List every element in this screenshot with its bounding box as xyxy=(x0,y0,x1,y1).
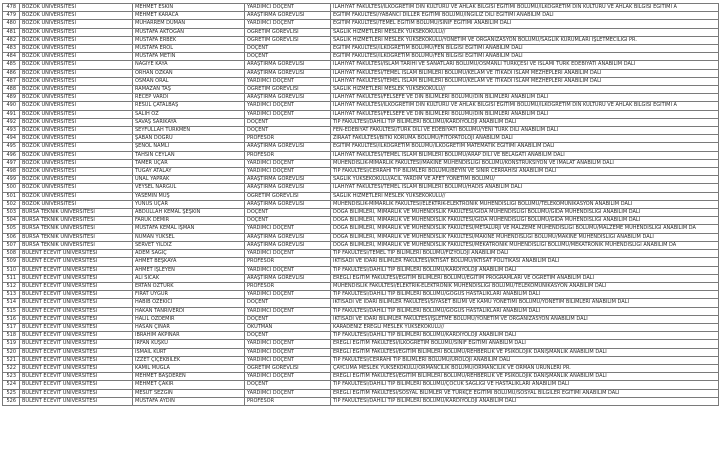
person-name-cell: İZZET ÇİÇEKBİLEK xyxy=(133,356,245,364)
university-cell: BOZOK ÜNİVERSİTESİ xyxy=(20,151,133,159)
university-cell: BOZOK ÜNİVERSİTESİ xyxy=(20,118,133,126)
person-name-cell: VEYSEL NARGÜL xyxy=(133,184,245,192)
row-number-cell: 489 xyxy=(3,94,20,102)
university-cell: BÜLENT ECEVİT ÜNİVERSİTESİ xyxy=(20,307,133,315)
title-cell: ÖĞRETİM GÖREVLİSİ xyxy=(245,86,331,94)
unit-cell: FEN-EDEBİYAT FAKÜLTESİ/TÜRK DİLİ VE EDEBİYATI BÖLÜMÜ/YENİ TÜRK DİLİ ANABİLİM DALI xyxy=(331,127,719,135)
table-row xyxy=(3,233,719,241)
person-name-cell: SAVAŞ SARIKAYA xyxy=(133,118,245,126)
person-name-cell: ŞENOL NAMLI xyxy=(133,143,245,151)
title-cell: YARDIMCI DOÇENT xyxy=(245,389,331,397)
university-cell: BOZOK ÜNİVERSİTESİ xyxy=(20,127,133,135)
title-cell: YARDIMCI DOÇENT xyxy=(245,250,331,258)
title-cell: ÖĞRETİM GÖREVLİSİ xyxy=(245,36,331,44)
person-name-cell: İRFAN KUŞKU xyxy=(133,340,245,348)
unit-cell: MÜHENDİSLİK-MİMARLIK FAKÜLTESİ/ELEKTRİK-ELEKTRONİK MÜHENDİSLİĞİ BÖLÜMÜ/TELEKOMÜNİKASYON ANABİLİM DALI xyxy=(331,200,719,208)
row-number-cell: 485 xyxy=(3,61,20,69)
row-number-cell: 479 xyxy=(3,12,20,20)
unit-cell: EREĞLİ EĞİTİM FAKÜLTESİ/EĞİTİM BİLİMLERİ BÖLÜMÜ/REHBERLİK VE PSİKOLOJİK DANIŞMANLIK ANABİLİM DALI xyxy=(331,373,719,381)
title-cell: DOÇENT xyxy=(245,217,331,225)
title-cell: ARAŞTIRMA GÖREVLİSİ xyxy=(245,143,331,151)
row-number-cell: 482 xyxy=(3,36,20,44)
person-name-cell: YASEMİN MUŞ xyxy=(133,192,245,200)
table-row xyxy=(3,364,719,372)
table-row xyxy=(3,94,719,102)
university-cell: BOZOK ÜNİVERSİTESİ xyxy=(20,69,133,77)
unit-cell: TIP FAKÜLTESİ/DAHİLİ TIP BİLİMLERİ BÖLÜMÜ/KARDİYOLOJİ ANABİLİM DALI xyxy=(331,118,719,126)
table-row xyxy=(3,389,719,397)
person-name-cell: KAMİL MUĞLA xyxy=(133,364,245,372)
table-row xyxy=(3,86,719,94)
person-name-cell: FARUK DEMİR xyxy=(133,217,245,225)
table-row xyxy=(3,274,719,282)
university-cell: BURSA TEKNİK ÜNİVERSİTESİ xyxy=(20,241,133,249)
table-row xyxy=(3,225,719,233)
table-row xyxy=(3,28,719,36)
unit-cell: MÜHENDİSLİK FAKÜLTESİ/ELEKTRİK-ELEKTRONİK MÜHENDİSLİĞİ BÖLÜMÜ/TELEKOMÜNİKASYON ANABİLİM DALI xyxy=(331,282,719,290)
unit-cell: EREĞLİ EĞİTİM FAKÜLTESİ/EĞİTİM BİLİMLERİ BÖLÜMÜ/REHBERLİK VE PSİKOLOJİK DANIŞMANLIK ANABİLİM DALI xyxy=(331,348,719,356)
university-cell: BÜLENT ECEVİT ÜNİVERSİTESİ xyxy=(20,364,133,372)
unit-cell: DOĞA BİLİMLERİ, MİMARLIK VE MÜHENDİSLİK FAKÜLTESİ/METALURJİ VE MALZEME MÜHENDİSLİĞİ BÖLÜMÜ/MALZEME MÜHENDİSLİĞİ ANABİLİM DA xyxy=(331,225,719,233)
unit-cell: DOĞA BİLİMLERİ, MİMARLIK VE MÜHENDİSLİK FAKÜLTESİ/MAKİNE MÜHENDİSLİĞİ BÖLÜMÜ/MAKİNE MÜHENDİSLİĞİ ANABİLİM DALI xyxy=(331,233,719,241)
title-cell: PROFESÖR xyxy=(245,135,331,143)
university-cell: BURSA TEKNİK ÜNİVERSİTESİ xyxy=(20,225,133,233)
unit-cell: SAĞLIK HİZMETLERİ MESLEK YÜKSEKOKULU/YÖNETİM VE ORGANİZASYON BÖLÜMÜ/SAĞLIK KURUMLARI İŞLETMECİLİĞİ PR. xyxy=(331,36,719,44)
university-cell: BOZOK ÜNİVERSİTESİ xyxy=(20,176,133,184)
unit-cell: EREĞLİ EĞİTİM FAKÜLTESİ/SOSYAL BİLİMLER VE TÜRKÇE EĞİTİMİ BÖLÜMÜ/SOSYAL BİLGİLER EĞİTİMİ ANABİLİM DALI xyxy=(331,389,719,397)
person-name-cell: ERTAN ÖZTÜRK xyxy=(133,282,245,290)
table-row xyxy=(3,291,719,299)
person-name-cell: MUSTAFA AYDIN xyxy=(133,397,245,405)
person-name-cell: SEYFULLAH TÜRKMEN xyxy=(133,127,245,135)
university-cell: BOZOK ÜNİVERSİTESİ xyxy=(20,94,133,102)
person-name-cell: ADEM SAĞIÇ xyxy=(133,250,245,258)
title-cell: DOÇENT xyxy=(245,53,331,61)
title-cell: ARAŞTIRMA GÖREVLİSİ xyxy=(245,94,331,102)
table-row xyxy=(3,348,719,356)
table-row xyxy=(3,53,719,61)
title-cell: DOÇENT xyxy=(245,127,331,135)
table-row xyxy=(3,397,719,405)
title-cell: PROFESÖR xyxy=(245,151,331,159)
row-number-cell: 524 xyxy=(3,381,20,389)
row-number-cell: 480 xyxy=(3,20,20,28)
title-cell: YARDIMCI DOÇENT xyxy=(245,291,331,299)
title-cell: ÖĞRETİM GÖREVLİSİ xyxy=(245,364,331,372)
row-number-cell: 490 xyxy=(3,102,20,110)
university-cell: BÜLENT ECEVİT ÜNİVERSİTESİ xyxy=(20,397,133,405)
title-cell: YARDIMCI DOÇENT xyxy=(245,168,331,176)
title-cell: ARAŞTIRMA GÖREVLİSİ xyxy=(245,61,331,69)
unit-cell: EĞİTİM FAKÜLTESİ/TEMEL EĞİTİM BÖLÜMÜ/SINIF EĞİTİMİ ANABİLİM DALI xyxy=(331,20,719,28)
person-name-cell: MUHARREM DUMAN xyxy=(133,20,245,28)
unit-cell: KARADENİZ EREĞLİ MESLEK YÜKSEKOKULU// xyxy=(331,323,719,331)
table-row xyxy=(3,159,719,167)
title-cell: DOÇENT xyxy=(245,209,331,217)
row-number-cell: 484 xyxy=(3,53,20,61)
unit-cell: İLAHİYAT FAKÜLTESİ/FELSEFE VE DİN BİLİMLERİ BÖLÜMÜ/DİN BİLİMLERİ ANABİLİM DALI xyxy=(331,94,719,102)
table-row xyxy=(3,241,719,249)
person-name-cell: TUĞAY ATALAY xyxy=(133,168,245,176)
row-number-cell: 509 xyxy=(3,258,20,266)
table-row xyxy=(3,250,719,258)
row-number-cell: 523 xyxy=(3,373,20,381)
person-name-cell: MUSTAFA EROL xyxy=(133,45,245,53)
university-cell: BÜLENT ECEVİT ÜNİVERSİTESİ xyxy=(20,274,133,282)
table-row xyxy=(3,135,719,143)
university-cell: BURSA TEKNİK ÜNİVERSİTESİ xyxy=(20,209,133,217)
person-name-cell: AHMET BEŞKAYA xyxy=(133,258,245,266)
person-name-cell: TAMER UÇAR xyxy=(133,159,245,167)
person-name-cell: ORHAN ÖZKAN xyxy=(133,69,245,77)
person-name-cell: İBRAHİM AKPINAR xyxy=(133,332,245,340)
row-number-cell: 497 xyxy=(3,159,20,167)
row-number-cell: 500 xyxy=(3,184,20,192)
row-number-cell: 493 xyxy=(3,127,20,135)
row-number-cell: 506 xyxy=(3,233,20,241)
unit-cell: ÇAYCUMA MESLEK YÜKSEKOKULU/ORMANCILIK BÖLÜMÜ/ORMANCILIK VE ORMAN ÜRÜNLERİ PR. xyxy=(331,364,719,372)
row-number-cell: 496 xyxy=(3,151,20,159)
unit-cell: EREĞLİ EĞİTİM FAKÜLTESİ/EĞİTİM BİLİMLERİ BÖLÜMÜ/EĞİTİM PROGRAMLARI VE ÖĞRETİM ANABİLİM DALI xyxy=(331,274,719,282)
person-name-cell: MEHMET BAŞDEREN xyxy=(133,373,245,381)
unit-cell: MÜHENDİSLİK-MİMARLIK FAKÜLTESİ/MAKİNE MÜHENDİSLİĞİ BÖLÜMÜ/KONSTRÜKSİYON VE İMALAT ANABİLİM DALI xyxy=(331,159,719,167)
row-number-cell: 515 xyxy=(3,307,20,315)
table-row xyxy=(3,184,719,192)
table-row xyxy=(3,102,719,110)
unit-cell: SAĞLIK HİZMETLERİ MESLEK YÜKSEKOKULU// xyxy=(331,86,719,94)
row-number-cell: 505 xyxy=(3,225,20,233)
table-row xyxy=(3,307,719,315)
row-number-cell: 514 xyxy=(3,299,20,307)
person-name-cell: SALİH ÖZ xyxy=(133,110,245,118)
university-cell: BÜLENT ECEVİT ÜNİVERSİTESİ xyxy=(20,356,133,364)
university-cell: BOZOK ÜNİVERSİTESİ xyxy=(20,86,133,94)
university-cell: BÜLENT ECEVİT ÜNİVERSİTESİ xyxy=(20,258,133,266)
table-row xyxy=(3,110,719,118)
university-cell: BOZOK ÜNİVERSİTESİ xyxy=(20,4,133,12)
title-cell: ARAŞTIRMA GÖREVLİSİ xyxy=(245,233,331,241)
unit-cell: EĞİTİM FAKÜLTESİ/YABANCI DİLLER EĞİTİMİ BÖLÜMÜ/İNGİLİZ DİLİ EĞİTİMİ ANABİLİM DALI xyxy=(331,12,719,20)
title-cell: YARDIMCI DOÇENT xyxy=(245,373,331,381)
person-name-cell: ABDULLAH KEMAL ŞEŞKİN xyxy=(133,209,245,217)
row-number-cell: 503 xyxy=(3,209,20,217)
row-number-cell: 478 xyxy=(3,4,20,12)
unit-cell: İLAHİYAT FAKÜLTESİ/TEMEL İSLAM BİLİMLERİ BÖLÜMÜ/KELAM VE İTİKADİ İSLAM MEZHEPLERİ ANABİLİM DALI xyxy=(331,77,719,85)
unit-cell: TIP FAKÜLTESİ/DAHİLİ TIP BİLİMLERİ BÖLÜMÜ/KARDİYOLOJİ ANABİLİM DALI xyxy=(331,332,719,340)
university-cell: BOZOK ÜNİVERSİTESİ xyxy=(20,200,133,208)
person-name-cell: RECEP VARDI xyxy=(133,94,245,102)
row-number-cell: 522 xyxy=(3,364,20,372)
unit-cell: İLAHİYAT FAKÜLTESİ/İLKÖĞRETİM DİN KÜLTÜRÜ VE AHLAK BİLGİSİ EĞİTİMİ BÖLÜMÜ/İLKÖĞRETİM DİN KÜLTÜRÜ VE AHLAK BİLGİSİ EĞİTİMİ A xyxy=(331,102,719,110)
table-row xyxy=(3,118,719,126)
unit-cell: EREĞLİ EĞİTİM FAKÜLTESİ/İLKÖĞRETİM BÖLÜMÜ/SINIF EĞİTİMİ ANABİLİM DALI xyxy=(331,340,719,348)
unit-cell: ZİRAAT FAKÜLTESİ/BİTKİ KORUMA BÖLÜMÜ/FİTOPATOLOJİ ANABİLİM DALI xyxy=(331,135,719,143)
person-name-cell: YUNUS UÇAR xyxy=(133,200,245,208)
person-name-cell: RAMAZAN TAŞ xyxy=(133,86,245,94)
table-row xyxy=(3,77,719,85)
university-cell: BÜLENT ECEVİT ÜNİVERSİTESİ xyxy=(20,348,133,356)
university-cell: BÜLENT ECEVİT ÜNİVERSİTESİ xyxy=(20,340,133,348)
title-cell: DOÇENT xyxy=(245,315,331,323)
row-number-cell: 507 xyxy=(3,241,20,249)
row-number-cell: 495 xyxy=(3,143,20,151)
table-row xyxy=(3,217,719,225)
title-cell: DOÇENT xyxy=(245,118,331,126)
title-cell: YARDIMCI DOÇENT xyxy=(245,77,331,85)
table-row xyxy=(3,332,719,340)
title-cell: DOÇENT xyxy=(245,45,331,53)
row-number-cell: 520 xyxy=(3,348,20,356)
unit-cell: İKTİSADİ VE İDARİ BİLİMLER FAKÜLTESİ/SİYASET BİLİMİ VE KAMU YÖNETİMİ BÖLÜMÜ/YÖNETİM BİLİMLERİ ANABİLİM DALI xyxy=(331,299,719,307)
university-cell: BOZOK ÜNİVERSİTESİ xyxy=(20,12,133,20)
table-row xyxy=(3,381,719,389)
unit-cell: SAĞLIK HİZMETLERİ MESLEK YÜKSEKOKULU// xyxy=(331,28,719,36)
table-row xyxy=(3,36,719,44)
title-cell: ARAŞTIRMA GÖREVLİSİ xyxy=(245,241,331,249)
row-number-cell: 526 xyxy=(3,397,20,405)
row-number-cell: 517 xyxy=(3,323,20,331)
person-name-cell: RESUL ÇATALBAŞ xyxy=(133,102,245,110)
person-name-cell: HASAN ÇINAR xyxy=(133,323,245,331)
table-row xyxy=(3,127,719,135)
row-number-cell: 488 xyxy=(3,86,20,94)
university-cell: BOZOK ÜNİVERSİTESİ xyxy=(20,28,133,36)
unit-cell: TIP FAKÜLTESİ/DAHİLİ TIP BİLİMLERİ BÖLÜMÜ/KARDİYOLOJİ ANABİLİM DALI xyxy=(331,266,719,274)
person-name-cell: ÜNAL YAPRAK xyxy=(133,176,245,184)
unit-cell: TIP FAKÜLTESİ/DAHİLİ TIP BİLİMLERİ BÖLÜMÜ/GÖĞÜS HASTALIKLARI ANABİLİM DALI xyxy=(331,291,719,299)
row-number-cell: 511 xyxy=(3,274,20,282)
row-number-cell: 487 xyxy=(3,77,20,85)
title-cell: YARDIMCI DOÇENT xyxy=(245,340,331,348)
unit-cell: İLAHİYAT FAKÜLTESİ/TEMEL İSLAM BİLİMLERİ BÖLÜMÜ/KELAM VE İTİKADİ İSLAM MEZHEPLERİ ANABİLİM DALI xyxy=(331,69,719,77)
title-cell: DOÇENT xyxy=(245,332,331,340)
table-row xyxy=(3,61,719,69)
person-name-cell: ALİ SICAK xyxy=(133,274,245,282)
row-number-cell: 518 xyxy=(3,332,20,340)
university-cell: BOZOK ÜNİVERSİTESİ xyxy=(20,36,133,44)
title-cell: YARDIMCI DOÇENT xyxy=(245,307,331,315)
unit-cell: TIP FAKÜLTESİ/DAHİLİ TIP BİLİMLERİ BÖLÜMÜ/GÖĞÜS HASTALIKLARI ANABİLİM DALI xyxy=(331,307,719,315)
row-number-cell: 501 xyxy=(3,192,20,200)
row-number-cell: 525 xyxy=(3,389,20,397)
table-body xyxy=(3,4,719,406)
title-cell: YARDIMCI DOÇENT xyxy=(245,4,331,12)
unit-cell: İLAHİYAT FAKÜLTESİ/FELSEFE VE DİN BİLİMLERİ BÖLÜMÜ/DİN BİLİMLERİ ANABİLİM DALI xyxy=(331,110,719,118)
table-row xyxy=(3,151,719,159)
title-cell: OKUTMAN xyxy=(245,323,331,331)
unit-cell: EĞİTİM FAKÜLTESİ/İLKÖĞRETİM BÖLÜMÜ/FEN BİLGİSİ EĞİTİMİ ANABİLİM DALI xyxy=(331,45,719,53)
person-name-cell: MUSTAFA ERBEK xyxy=(133,36,245,44)
unit-cell: İLAHİYAT FAKÜLTESİ/TEMEL İSLAM BİLİMLERİ BÖLÜMÜ/HADİS ANABİLİM DALI xyxy=(331,184,719,192)
unit-cell: İLAHİYAT FAKÜLTESİ/İLKÖĞRETİM DİN KÜLTÜRÜ VE AHLAK BİLGİSİ EĞİTİMİ BÖLÜMÜ/İLKÖĞRETİM DİN KÜLTÜRÜ VE AHLAK BİLGİSİ EĞİTİMİ A xyxy=(331,4,719,12)
unit-cell: EĞİTİM FAKÜLTESİ/İLKÖĞRETİM BÖLÜMÜ/FEN BİLGİSİ EĞİTİMİ ANABİLİM DALI xyxy=(331,53,719,61)
person-name-cell: MEHMET ÇAKIR xyxy=(133,381,245,389)
person-name-cell: TAHSİN CEYLAN xyxy=(133,151,245,159)
unit-cell: İKTİSADİ VE İDARİ BİLİMLER FAKÜLTESİ/İKTİSAT BÖLÜMÜ/İKTİSAT POLİTİKASI ANABİLİM DALI xyxy=(331,258,719,266)
title-cell: ARAŞTIRMA GÖREVLİSİ xyxy=(245,69,331,77)
title-cell: PROFESÖR xyxy=(245,258,331,266)
university-cell: BOZOK ÜNİVERSİTESİ xyxy=(20,102,133,110)
person-name-cell: FIRAT UYGUR xyxy=(133,291,245,299)
unit-cell: SAĞLIK HİZMETLERİ MESLEK YÜKSEKOKULU// xyxy=(331,192,719,200)
unit-cell: TIP FAKÜLTESİ/CERRAHİ TIP BİLİMLERİ BÖLÜMÜ/ÜROLOJİ ANABİLİM DALI xyxy=(331,356,719,364)
person-name-cell: OSMAN ORAL xyxy=(133,77,245,85)
title-cell: YARDIMCI DOÇENT xyxy=(245,102,331,110)
university-cell: BÜLENT ECEVİT ÜNİVERSİTESİ xyxy=(20,250,133,258)
person-name-cell: MESUT SEZGİN xyxy=(133,389,245,397)
title-cell: DOÇENT xyxy=(245,381,331,389)
table-row xyxy=(3,299,719,307)
row-number-cell: 498 xyxy=(3,168,20,176)
university-cell: BÜLENT ECEVİT ÜNİVERSİTESİ xyxy=(20,373,133,381)
title-cell: PROFESÖR xyxy=(245,397,331,405)
unit-cell: TIP FAKÜLTESİ/DAHİLİ TIP BİLİMLERİ BÖLÜMÜ/KARDİYOLOJİ ANABİLİM DALI xyxy=(331,397,719,405)
university-cell: BOZOK ÜNİVERSİTESİ xyxy=(20,159,133,167)
unit-cell: TIP FAKÜLTESİ/DAHİLİ TIP BİLİMLERİ BÖLÜMÜ/ÇOCUK SAĞLIĞI VE HASTALIKLARI ANABİLİM DALI xyxy=(331,381,719,389)
unit-cell: SAĞLIK YÜKSEKOKULU/ACİL YARDIM VE AFET YÖNETİMİ BÖLÜMÜ/ xyxy=(331,176,719,184)
university-cell: BURSA TEKNİK ÜNİVERSİTESİ xyxy=(20,233,133,241)
university-cell: BÜLENT ECEVİT ÜNİVERSİTESİ xyxy=(20,389,133,397)
person-name-cell: ŞABAN DOĞRU xyxy=(133,135,245,143)
university-cell: BÜLENT ECEVİT ÜNİVERSİTESİ xyxy=(20,323,133,331)
university-cell: BÜLENT ECEVİT ÜNİVERSİTESİ xyxy=(20,332,133,340)
university-cell: BOZOK ÜNİVERSİTESİ xyxy=(20,53,133,61)
university-cell: BÜLENT ECEVİT ÜNİVERSİTESİ xyxy=(20,315,133,323)
unit-cell: EĞİTİM FAKÜLTESİ/İLKÖĞRETİM BÖLÜMÜ/İLKÖĞRETİM MATEMATİK EĞİTİMİ ANABİLİM DALI xyxy=(331,143,719,151)
university-cell: BOZOK ÜNİVERSİTESİ xyxy=(20,135,133,143)
title-cell: ÖĞRETİM GÖREVLİSİ xyxy=(245,28,331,36)
table-row xyxy=(3,69,719,77)
row-number-cell: 510 xyxy=(3,266,20,274)
person-name-cell: HAKAN TANRIVERDİ xyxy=(133,307,245,315)
row-number-cell: 492 xyxy=(3,118,20,126)
table-row xyxy=(3,323,719,331)
university-cell: BÜLENT ECEVİT ÜNİVERSİTESİ xyxy=(20,299,133,307)
title-cell: ARAŞTIRMA GÖREVLİSİ xyxy=(245,176,331,184)
unit-cell: İKTİSADİ VE İDARİ BİLİMLER FAKÜLTESİ/İŞLETME BÖLÜMÜ/YÖNETİM VE ORGANİZASYON ANABİLİM DALI xyxy=(331,315,719,323)
row-number-cell: 483 xyxy=(3,45,20,53)
person-name-cell: MUSTAFA KEMAL İŞMAN xyxy=(133,225,245,233)
table-row xyxy=(3,356,719,364)
table-row xyxy=(3,209,719,217)
row-number-cell: 512 xyxy=(3,282,20,290)
unit-cell: TIP FAKÜLTESİ/CERRAHİ TIP BİLİMLERİ BÖLÜMÜ/BEYİN VE SİNİR CERRAHİSİ ANABİLİM DALI xyxy=(331,168,719,176)
table-row xyxy=(3,20,719,28)
unit-cell: TIP FAKÜLTESİ/TEMEL TIP BİLİMLERİ BÖLÜMÜ/FİZYOLOJİ ANABİLİM DALI xyxy=(331,250,719,258)
university-cell: BOZOK ÜNİVERSİTESİ xyxy=(20,20,133,28)
person-name-cell: NUMAN YÜKSEL xyxy=(133,233,245,241)
university-cell: BÜLENT ECEVİT ÜNİVERSİTESİ xyxy=(20,381,133,389)
table-row xyxy=(3,176,719,184)
title-cell: YARDIMCI DOÇENT xyxy=(245,110,331,118)
person-name-cell: MUSTAFA METİN xyxy=(133,53,245,61)
person-name-cell: HALİL ÖZDEMİR xyxy=(133,315,245,323)
table-row xyxy=(3,168,719,176)
university-cell: BOZOK ÜNİVERSİTESİ xyxy=(20,184,133,192)
table-row xyxy=(3,143,719,151)
person-name-cell: MEHMET KARACA xyxy=(133,12,245,20)
unit-cell: DOĞA BİLİMLERİ, MİMARLIK VE MÜHENDİSLİK FAKÜLTESİ/MEKATRONİK MÜHENDİSLİĞİ BÖLÜMÜ/MEKATRONİK MÜHENDİSLİĞİ ANABİLİM DA xyxy=(331,241,719,249)
table-row xyxy=(3,4,719,12)
university-cell: BÜLENT ECEVİT ÜNİVERSİTESİ xyxy=(20,282,133,290)
person-name-cell: HABİB ÖZEKİCİ xyxy=(133,299,245,307)
title-cell: YARDIMCI DOÇENT xyxy=(245,225,331,233)
row-number-cell: 516 xyxy=(3,315,20,323)
title-cell: ARAŞTIRMA GÖREVLİSİ xyxy=(245,200,331,208)
table-row xyxy=(3,12,719,20)
title-cell: DOÇENT xyxy=(245,299,331,307)
university-cell: BOZOK ÜNİVERSİTESİ xyxy=(20,45,133,53)
university-cell: BOZOK ÜNİVERSİTESİ xyxy=(20,61,133,69)
person-name-cell: İSMAİL KURT xyxy=(133,348,245,356)
person-name-cell: SERVET YILDIZ xyxy=(133,241,245,249)
row-number-cell: 481 xyxy=(3,28,20,36)
row-number-cell: 494 xyxy=(3,135,20,143)
university-cell: BÜLENT ECEVİT ÜNİVERSİTESİ xyxy=(20,291,133,299)
title-cell: ARAŞTIRMA GÖREVLİSİ xyxy=(245,274,331,282)
title-cell: YARDIMCI DOÇENT xyxy=(245,266,331,274)
university-cell: BOZOK ÜNİVERSİTESİ xyxy=(20,192,133,200)
title-cell: YARDIMCI DOÇENT xyxy=(245,356,331,364)
unit-cell: DOĞA BİLİMLERİ, MİMARLIK VE MÜHENDİSLİK FAKÜLTESİ/GIDA MÜHENDİSLİĞİ BÖLÜMÜ/GIDA MÜHENDİSLİĞİ ANABİLİM DALI xyxy=(331,217,719,225)
row-number-cell: 519 xyxy=(3,340,20,348)
row-number-cell: 502 xyxy=(3,200,20,208)
row-number-cell: 491 xyxy=(3,110,20,118)
university-cell: BOZOK ÜNİVERSİTESİ xyxy=(20,143,133,151)
table-row xyxy=(3,340,719,348)
row-number-cell: 486 xyxy=(3,69,20,77)
title-cell: ARAŞTIRMA GÖREVLİSİ xyxy=(245,12,331,20)
table-row xyxy=(3,192,719,200)
person-name-cell: MUSTAFA AKTOĞAN xyxy=(133,28,245,36)
table-row xyxy=(3,282,719,290)
unit-cell: İLAHİYAT FAKÜLTESİ/TEMEL İSLAM BİLİMLERİ BÖLÜMÜ/ARAP DİLİ VE BELAGATI ANABİLİM DALI xyxy=(331,151,719,159)
row-number-cell: 508 xyxy=(3,250,20,258)
table-row xyxy=(3,266,719,274)
university-cell: BURSA TEKNİK ÜNİVERSİTESİ xyxy=(20,217,133,225)
university-cell: BOZOK ÜNİVERSİTESİ xyxy=(20,77,133,85)
person-name-cell: AHMET İŞLEYEN xyxy=(133,266,245,274)
row-number-cell: 504 xyxy=(3,217,20,225)
title-cell: PROFESÖR xyxy=(245,282,331,290)
university-cell: BÜLENT ECEVİT ÜNİVERSİTESİ xyxy=(20,266,133,274)
table-row xyxy=(3,258,719,266)
unit-cell: DOĞA BİLİMLERİ, MİMARLIK VE MÜHENDİSLİK FAKÜLTESİ/GIDA MÜHENDİSLİĞİ BÖLÜMÜ/GIDA MÜHENDİSLİĞİ ANABİLİM DALI xyxy=(331,209,719,217)
title-cell: YARDIMCI DOÇENT xyxy=(245,20,331,28)
university-cell: BOZOK ÜNİVERSİTESİ xyxy=(20,110,133,118)
title-cell: YARDIMCI DOÇENT xyxy=(245,348,331,356)
table-row xyxy=(3,200,719,208)
title-cell: ÖĞRETİM GÖREVLİSİ xyxy=(245,192,331,200)
title-cell: YARDIMCI DOÇENT xyxy=(245,159,331,167)
appointment-table xyxy=(2,3,719,406)
university-cell: BOZOK ÜNİVERSİTESİ xyxy=(20,168,133,176)
person-name-cell: NAGİYE KAYA xyxy=(133,61,245,69)
row-number-cell: 513 xyxy=(3,291,20,299)
table-row xyxy=(3,373,719,381)
title-cell: ARAŞTIRMA GÖREVLİSİ xyxy=(245,184,331,192)
person-name-cell: MEHMET ESKİN xyxy=(133,4,245,12)
row-number-cell: 499 xyxy=(3,176,20,184)
table-row xyxy=(3,315,719,323)
row-number-cell: 521 xyxy=(3,356,20,364)
table-row xyxy=(3,45,719,53)
unit-cell: İLAHİYAT FAKÜLTESİ/İSLAM TARİHİ VE SANATLARI BÖLÜMÜ/OSMANLI TÜRKÇESİ VE İSLAMİ TÜRK EDEBİYATI ANABİLİM DALI xyxy=(331,61,719,69)
